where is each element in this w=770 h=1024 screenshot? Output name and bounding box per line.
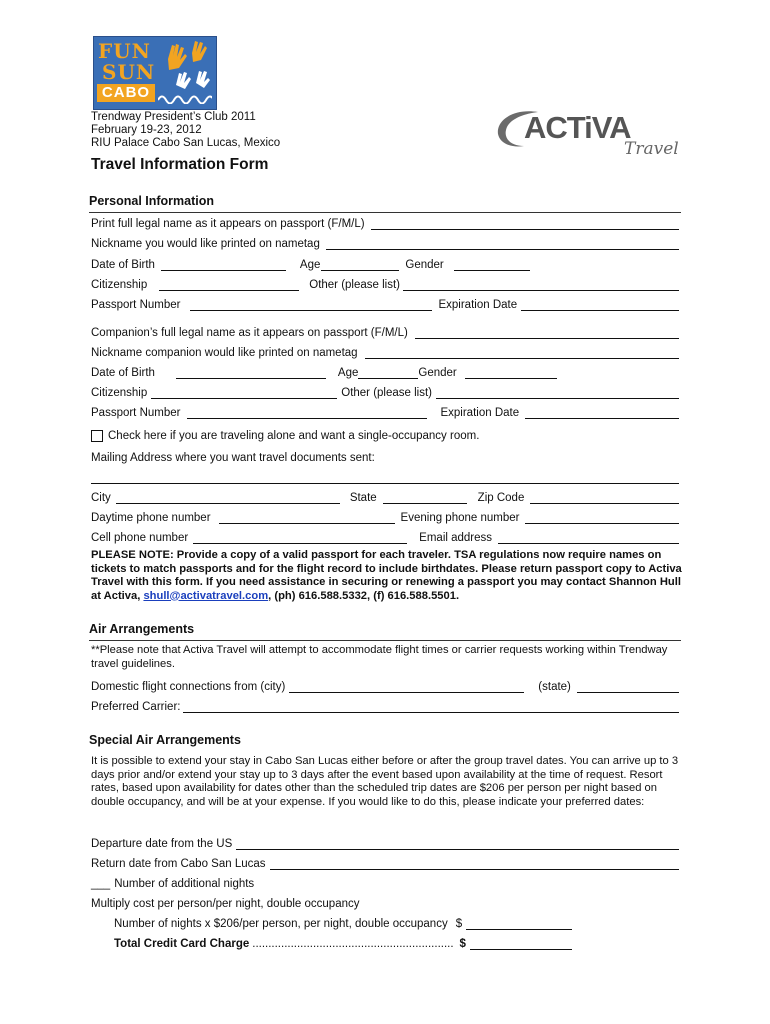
companion-citizenship-row — [91, 383, 679, 399]
cell-phone-label: Cell phone number — [91, 532, 189, 544]
companion-nickname-row — [91, 343, 679, 359]
dob-label: Date of Birth — [91, 259, 155, 271]
companion-dob-row — [91, 363, 679, 379]
age-label: Age — [299, 259, 321, 271]
city-label: City — [91, 492, 111, 504]
companion-nickname-label: Nickname companion would like printed on nametag — [91, 347, 358, 359]
logo-text-cabo: CABO — [97, 84, 155, 102]
passport-label: Passport Number — [91, 299, 181, 311]
legal-name-label: Print full legal name as it appears on passport (F/M/L) — [91, 218, 365, 230]
multiply-label: Multiply cost per person/per night, double occupancy — [91, 898, 360, 910]
companion-legal-name-field[interactable] — [415, 327, 679, 339]
calc-dollar: $ — [455, 918, 463, 930]
email-label: Email address — [419, 532, 493, 544]
preferred-carrier-label: Preferred Carrier: — [91, 701, 181, 713]
email-field[interactable] — [498, 532, 679, 544]
companion-dob-label: Date of Birth — [91, 367, 155, 379]
contact-email-link[interactable]: shull@activatravel.com — [143, 589, 269, 602]
companion-nickname-field[interactable] — [365, 347, 679, 359]
air-note: **Please note that Activa Travel will attempt to accommodate flight times or carrier requests working within Trendway travel guidelines. — [91, 644, 668, 670]
personal-info-heading — [89, 194, 681, 213]
legal-name-row — [91, 214, 679, 230]
logo-text-sun: SUN — [102, 60, 156, 84]
event-dates: February 19-23, 2012 — [91, 124, 202, 136]
total-row — [114, 934, 572, 950]
logo-text-fun: FUN — [98, 39, 151, 63]
daytime-phone-field[interactable] — [219, 512, 395, 524]
companion-citizenship-label: Citizenship — [91, 387, 148, 399]
gender-field[interactable] — [454, 259, 530, 271]
mailing-address-label: Mailing Address where you want travel documents sent: — [91, 452, 375, 464]
single-occupancy-row — [91, 426, 679, 442]
state-field[interactable] — [383, 492, 467, 504]
total-label: Total Credit Card Charge — [114, 938, 250, 950]
preferred-carrier-row — [91, 697, 679, 713]
age-field[interactable] — [321, 259, 399, 271]
gender-label: Gender — [405, 259, 444, 271]
dob-row — [91, 255, 679, 271]
companion-passport-row — [91, 403, 679, 419]
state-label: State — [349, 492, 377, 504]
departure-date-row — [91, 834, 679, 850]
fun-sun-cabo-logo — [93, 36, 217, 110]
calc-label: Number of nights x $206/per person, per night, double occupancy — [114, 918, 448, 930]
companion-gender-field[interactable] — [465, 367, 557, 379]
air-arrangements-heading-text: Air Arrangements — [89, 622, 195, 636]
phone-row — [91, 508, 679, 524]
daytime-phone-label: Daytime phone number — [91, 512, 211, 524]
total-dots: ............................................................... — [252, 938, 454, 950]
companion-dob-field[interactable] — [176, 367, 326, 379]
special-air-heading — [89, 733, 681, 751]
companion-age-label: Age — [337, 367, 359, 379]
event-location: RIU Palace Cabo San Lucas, Mexico — [91, 137, 281, 149]
other-citizenship-field[interactable] — [403, 279, 679, 291]
evening-phone-label: Evening phone number — [400, 512, 520, 524]
expiration-field[interactable] — [521, 299, 679, 311]
city-row — [91, 488, 679, 504]
citizenship-field[interactable] — [159, 279, 299, 291]
cell-email-row — [91, 528, 679, 544]
air-arrangements-heading — [89, 622, 681, 641]
special-air-heading-text: Special Air Arrangements — [89, 733, 241, 747]
form-title: Travel Information Form — [91, 156, 269, 173]
domestic-state-field[interactable] — [577, 681, 679, 693]
personal-info-heading-text: Personal Information — [89, 194, 215, 208]
return-date-field[interactable] — [270, 858, 679, 870]
citizenship-row — [91, 275, 679, 291]
passport-row — [91, 295, 679, 311]
companion-passport-field[interactable] — [187, 407, 427, 419]
additional-nights-label: Number of additional nights — [114, 878, 255, 890]
departure-date-field[interactable] — [236, 838, 679, 850]
legal-name-field[interactable] — [371, 218, 679, 230]
companion-expiration-field[interactable] — [525, 407, 679, 419]
nickname-label: Nickname you would like printed on nametag — [91, 238, 320, 250]
return-date-label: Return date from Cabo San Lucas — [91, 858, 266, 870]
mailing-address-row — [91, 448, 679, 464]
activa-brand-name: ACTiVA — [524, 110, 631, 145]
mailing-address-field[interactable] — [91, 483, 679, 484]
activa-travel-logo — [494, 104, 684, 162]
companion-gender-label: Gender — [418, 367, 457, 379]
companion-age-field[interactable] — [358, 367, 418, 379]
nickname-row — [91, 234, 679, 250]
hands-graphic-icon — [162, 39, 214, 89]
calc-amount-field[interactable] — [466, 918, 572, 930]
passport-field[interactable] — [190, 299, 432, 311]
companion-citizenship-field[interactable] — [151, 387, 337, 399]
departure-date-label: Departure date from the US — [91, 838, 233, 850]
single-occupancy-checkbox[interactable] — [91, 430, 103, 442]
companion-legal-name-row — [91, 323, 679, 339]
multiply-row — [91, 894, 679, 910]
activa-brand-sub: Travel — [624, 139, 679, 159]
companion-expiration-label: Expiration Date — [440, 407, 520, 419]
domestic-state-label: (state) — [538, 681, 571, 693]
additional-nights-field[interactable]: ___ — [91, 878, 111, 890]
domestic-flight-label: Domestic flight connections from (city) — [91, 681, 286, 693]
passport-note-contact: , (ph) 616.588.5332, (f) 616.588.5501. — [268, 589, 460, 602]
passport-note — [91, 549, 682, 603]
dob-field[interactable] — [161, 259, 286, 271]
companion-legal-name-label: Companion’s full legal name as it appears on passport (F/M/L) — [91, 327, 408, 339]
zip-field[interactable] — [530, 492, 679, 504]
nickname-field[interactable] — [326, 238, 679, 250]
return-date-row — [91, 854, 679, 870]
total-amount-field[interactable] — [470, 938, 572, 950]
companion-passport-label: Passport Number — [91, 407, 181, 419]
cell-phone-field[interactable] — [193, 532, 407, 544]
event-name: Trendway President’s Club 2011 — [91, 111, 256, 123]
companion-other-label: Other (please list) — [341, 387, 433, 399]
total-dollar: $ — [459, 938, 466, 950]
domestic-flight-row — [91, 677, 679, 693]
other-label: Other (please list) — [309, 279, 401, 291]
additional-nights-row — [91, 874, 679, 890]
single-occupancy-label: Check here if you are traveling alone and want a single-occupancy room. — [108, 430, 480, 442]
special-air-paragraph: It is possible to extend your stay in Cabo San Lucas either before or after the group travel dates. You can arrive up to 3 days prior and/or extend your stay up to 3 days after the event based upon availability at the time of request. Resort rates, based upon availability for dates other than the scheduled trip dates are $206 per person per night based on double occupancy, and will be at your expense. If you would like to do this, please indicate your preferred dates: — [91, 755, 679, 808]
domestic-city-field[interactable] — [289, 681, 524, 693]
zip-label: Zip Code — [477, 492, 525, 504]
companion-other-citizenship-field[interactable] — [436, 387, 679, 399]
wave-pattern-icon — [158, 92, 212, 104]
citizenship-label: Citizenship — [91, 279, 148, 291]
city-field[interactable] — [116, 492, 340, 504]
calc-row — [114, 914, 572, 930]
evening-phone-field[interactable] — [525, 512, 679, 524]
preferred-carrier-field[interactable] — [183, 701, 679, 713]
passport-note-text: PLEASE NOTE: Provide a copy of a valid passport for each traveler. TSA regulations now require names on tickets to match passports and for the flight record to include birthdates. Please return passport copy to Activa Travel with this form. If you need assistance in securing or renewing a passport you may contact Shannon Hull at Activa, — [91, 549, 682, 602]
expiration-label: Expiration Date — [438, 299, 518, 311]
